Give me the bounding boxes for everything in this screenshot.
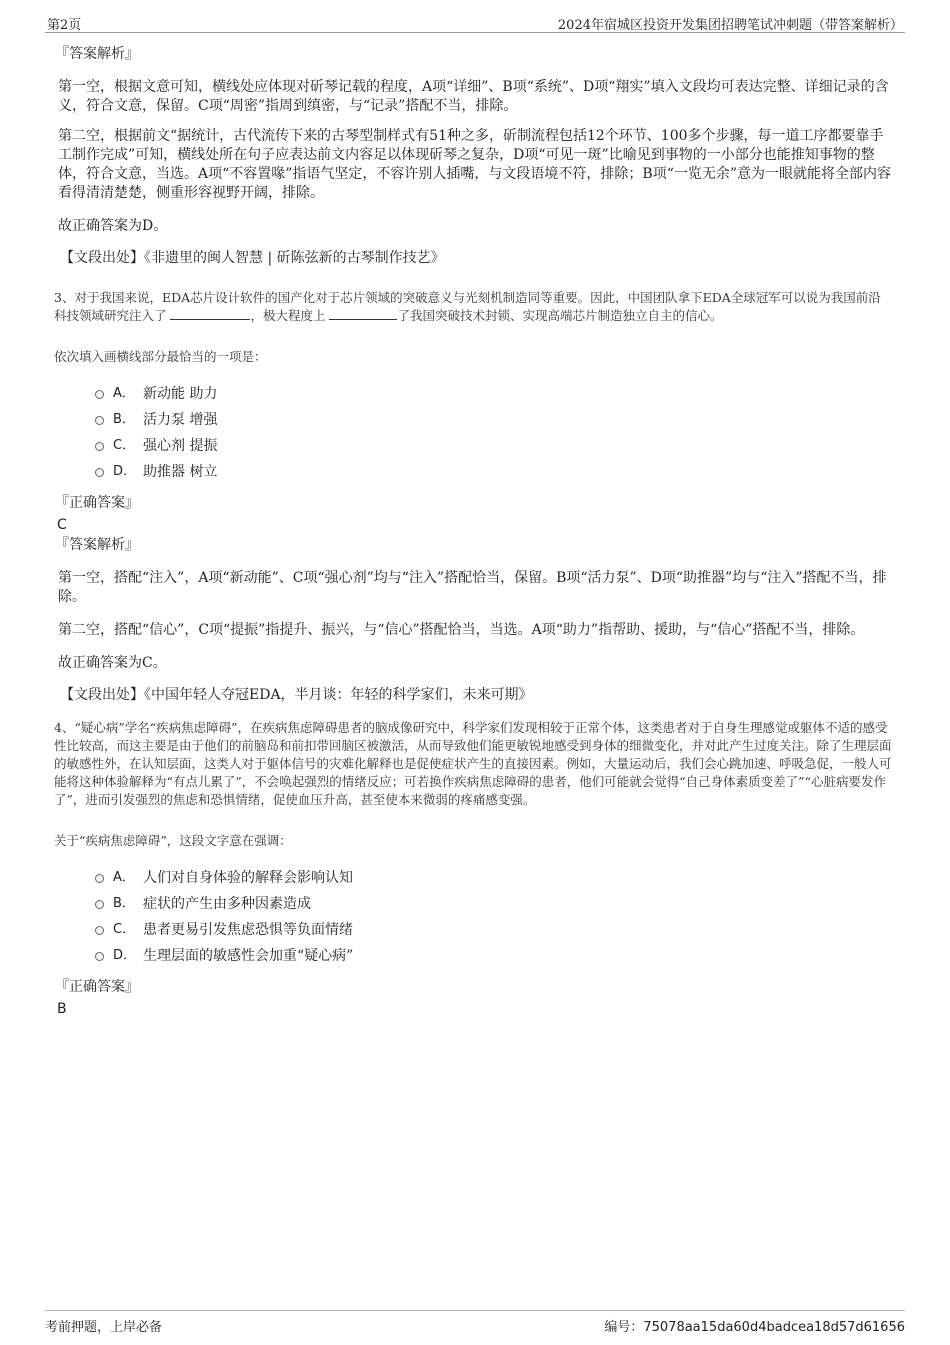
analysis-paragraph: 第二空，搭配“信心”，C项“提振”指提升、振兴，与“信心”搭配恰当，当选。A项“助力”指帮助、援助，与“信心”搭配不当，排除。 [58,622,865,638]
option-b[interactable]: B． 活力泵 增强 [95,407,892,433]
question-stem: 4、“疑心病”学名“疾病焦虑障碍”，在疾病焦虑障碍患者的脑成像研究中，科学家们发现相较于正常个体，这类患者对于自身生理感觉或躯体不适的感受性比较高，而这主要是由于他们的前脑岛和前扣带回脑区被激活，从而导致他们能更敏锐地感受到身体的细微变化，并对此产生过度关注。除了生理层面的敏感性外，在认知层面，这类人对于躯体信号的灾难化解释也是促使症状产生的直接因素。例如，大量运动后，我们会心跳加速、呼吸急促，一般人可能将这种体验解释为“有点儿累了”，不会唤起强烈的情绪反应；可若换作疾病焦虑障碍的患者，他们可能就会觉得“自己身体素质变差了”“心脏病要发作了”，进而引发强烈的焦虑和恐惧情绪，促使血压升高，甚至使本来微弱的疼痛感变强。 [54,720,892,807]
correct-answer-label: 『正确答案』 [55,979,139,995]
radio-icon[interactable] [95,468,104,477]
correct-answer: C [57,517,67,533]
fill-blank [170,307,250,320]
option-d[interactable]: D． 助推器 树立 [95,459,892,485]
radio-icon[interactable] [95,926,104,935]
analysis-label: 『答案解析』 [55,537,139,553]
analysis-conclusion: 故正确答案为D。 [58,218,168,234]
radio-icon[interactable] [95,952,104,961]
option-d[interactable]: D． 生理层面的敏感性会加重“疑心病” [95,943,892,969]
analysis-paragraph: 第二空，根据前文“据统计，古代流传下来的古琴型制样式有51种之多，斫制流程包括12个环节、100多个步骤，每一道工序都要靠手工制作完成”可知，横线处所在句子应表达前文内容足以体现斫琴之复杂，D项“可见一斑”比喻见到事物的一小部分也能推知事物的整体，符合文意，当选。A项“不容置喙”指语气坚定，不容许别人插嘴，与文段语境不符，排除；B项“一览无余”意为一眼就能将全部内容看得清清楚楚，侧重形容视野开阔，排除。 [58,128,892,201]
analysis-label: 『答案解析』 [55,46,139,62]
question-stem: 3、对于我国来说，EDA芯片设计软件的国产化对于芯片领域的突破意义与光刻机制造同等重要。因此，中国团队拿下EDA全球冠军可以说为我国前沿科技领域研究注入了 ，极大程度上 了我国突破技术封锁、实现高端芯片制造独立自主的信心。 [54,290,881,323]
option-b[interactable]: B． 症状的产生由多种因素造成 [95,891,892,917]
analysis-paragraph: 第一空，根据文意可知，横线处应体现对斫琴记载的程度，A项“详细”、B项“系统”、D项“翔实”填入文段均可表达完整、详细记录的含义，符合文意，保留。C项“周密”指周到缜密，与“记录”搭配不当，排除。 [58,79,889,114]
options-list [95,865,892,969]
footer-slogan: 考前押题，上岸必备 [45,1320,163,1335]
document-code: 编号：75078aa15da60d4badcea18d57d61656 [604,1320,905,1335]
radio-icon[interactable] [95,442,104,451]
radio-icon[interactable] [95,390,104,399]
correct-answer: B [57,1001,67,1017]
source-citation: 【文段出处】《非遗里的闽人智慧 | 斫陈弦新的古琴制作技艺》 [60,250,445,266]
analysis-conclusion: 故正确答案为C。 [58,655,167,671]
page-footer [45,1310,905,1335]
option-a[interactable]: A． 人们对自身体验的解释会影响认知 [95,865,892,891]
question-prompt: 关于“疾病焦虑障碍”，这段文字意在强调： [54,833,292,848]
fill-blank [329,307,397,320]
options-list [95,381,892,485]
page-header [45,14,905,33]
option-c[interactable]: C． 强心剂 提振 [95,433,892,459]
source-citation: 【文段出处】《中国年轻人夺冠EDA，半月谈：年轻的科学家们，未来可期》 [60,687,533,703]
correct-answer-label: 『正确答案』 [55,495,139,511]
page-content [54,44,892,1019]
page-number: 第2页 [47,18,82,33]
radio-icon[interactable] [95,900,104,909]
option-a[interactable]: A． 新动能 助力 [95,381,892,407]
question-prompt: 依次填入画横线部分最恰当的一项是： [54,349,267,364]
radio-icon[interactable] [95,874,104,883]
radio-icon[interactable] [95,416,104,425]
document-title: 2024年宿城区投资开发集团招聘笔试冲刺题（带答案解析） [557,18,903,33]
analysis-paragraph: 第一空，搭配“注入”，A项“新动能”、C项“强心剂”均与“注入”搭配恰当，保留。B项“活力泵”、D项“助推器”均与“注入”搭配不当，排除。 [58,570,887,605]
option-c[interactable]: C． 患者更易引发焦虑恐惧等负面情绪 [95,917,892,943]
